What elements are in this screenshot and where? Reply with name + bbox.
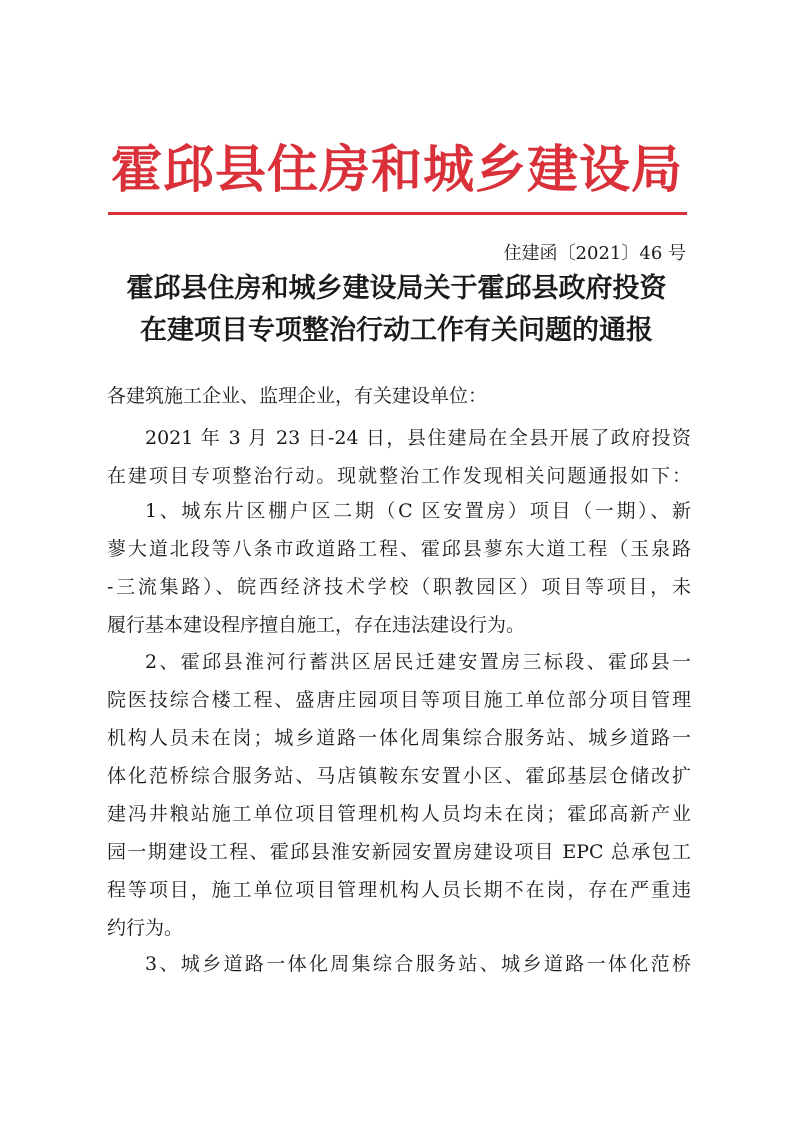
paragraph-line: 机构人员未在岗；城乡道路一体化周集综合服务站、城乡道路一 [107,727,691,749]
paragraph-line: 3、城乡道路一体化周集综合服务站、城乡道路一体化范桥 [145,953,691,975]
paragraph-line: -三流集路）、皖西经济技术学校（职教园区）项目等项目，未 [107,576,691,598]
paragraph-intro [107,419,691,495]
paragraph-line: 2021 年 3 月 23 日-24 日，县住建局在全县开展了政府投资 [145,427,691,449]
paragraph-line: 蓼大道北段等八条市政道路工程、霍邱县蓼东大道工程（玉泉路 [107,538,691,560]
paragraph-line: 院医技综合楼工程、盛唐庄园项目等项目施工单位部分项目管理 [107,689,691,711]
document-number: 住建函〔2021〕46 号 [503,243,686,264]
paragraph-item-2 [107,643,691,947]
paragraph-item-1 [107,492,691,644]
paragraph-line: 履行基本建设程序擅自施工，存在违法建设行为。 [107,614,526,636]
paragraph-line: 2、霍邱县淮河行蓄洪区居民迁建安置房三标段、霍邱县一 [145,651,691,673]
paragraph-line: 约行为。 [107,917,184,939]
document-title-line-2: 在建项目专项整治行动工作有关问题的通报 [140,315,653,346]
paragraph-line: 园一期建设工程、霍邱县淮安新园安置房建设项目 EPC 总承包工 [107,841,691,863]
letterhead-red-rule [108,212,687,215]
salutation: 各建筑施工企业、监理企业，有关建设单位： [107,385,488,407]
document-title-line-1: 霍邱县住房和城乡建设局关于霍邱县政府投资 [126,273,667,304]
paragraph-line: 体化范桥综合服务站、马店镇鞍东安置小区、霍邱基层仓储改扩 [107,765,691,787]
paragraph-line: 在建项目专项整治行动。现就整治工作发现相关问题通报如下： [107,465,691,487]
paragraph-line: 1、城东片区棚户区二期（C 区安置房）项目（一期）、新 [145,500,691,522]
letterhead-issuer: 霍邱县住房和城乡建设局 [110,141,683,200]
paragraph-line: 建冯井粮站施工单位项目管理机构人员均未在岗；霍邱高新产业 [107,803,691,825]
paragraph-line: 程等项目，施工单位项目管理机构人员长期不在岗，存在严重违 [107,879,691,901]
paragraph-item-3 [107,945,691,983]
